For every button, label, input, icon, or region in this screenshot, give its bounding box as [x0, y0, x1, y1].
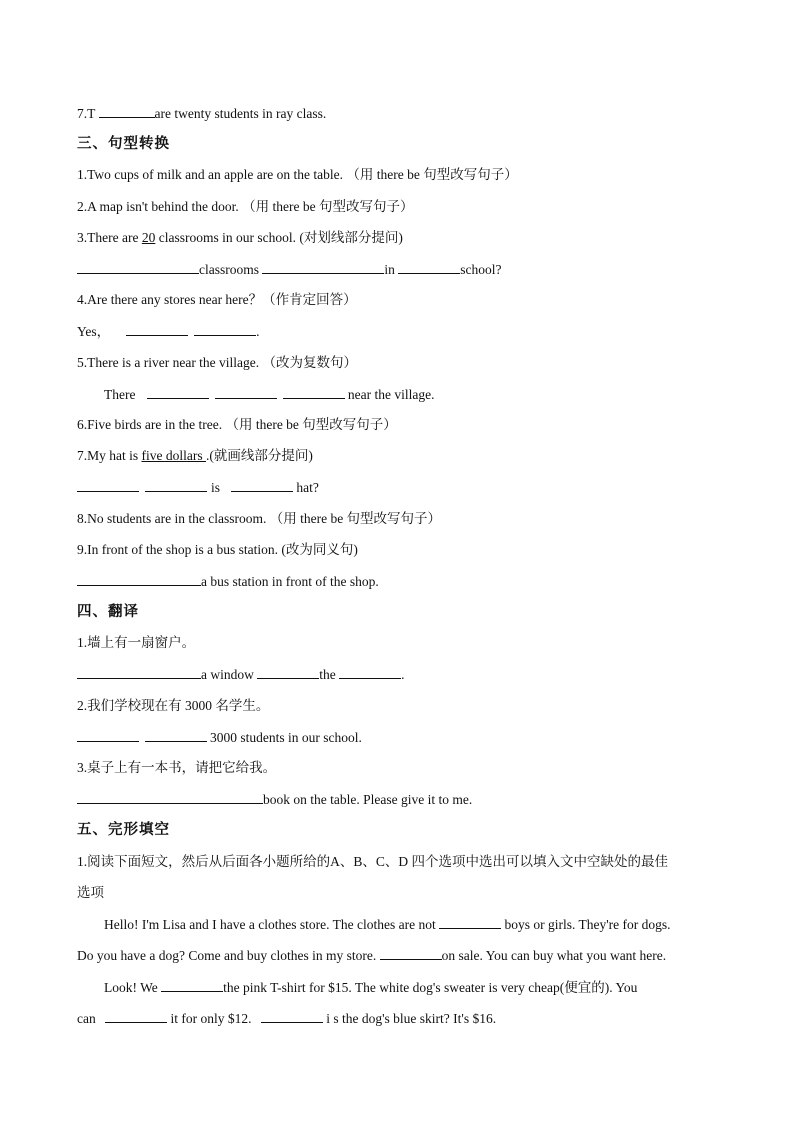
answer-line-4-1: a window the .: [77, 665, 754, 684]
question-4-1: 1.墙上有一扇窗户。: [77, 635, 196, 650]
answer-blank[interactable]: [145, 478, 207, 492]
cloze-instructions-cont: 选项: [77, 885, 104, 900]
question-3-6: 6.Five birds are in the tree. （用 there be 句型改写句子）: [77, 417, 397, 432]
underlined-number: 20: [141, 230, 156, 245]
answer-blank[interactable]: [147, 385, 209, 399]
question-4-3: 3.桌子上有一本书，请把它给我。: [77, 760, 277, 775]
answer-blank[interactable]: [380, 946, 442, 960]
cloze-paragraph-line: can it for only $12. i s the dog's blue skirt? It's $16.: [77, 1011, 497, 1026]
question-3-9: 9.In front of the shop is a bus station. (改为同义句): [77, 542, 358, 557]
underlined-phrase: five dollars: [141, 448, 206, 463]
section-heading-sentence-transform: 三、句型转换: [77, 136, 170, 152]
question-3-4: 4.Are there any stores near here？（作肯定回答）: [77, 292, 357, 307]
answer-line-3-5: There near the village.: [104, 387, 435, 402]
answer-blank[interactable]: [77, 572, 201, 586]
question-3-8: 8.No students are in the classroom. （用 there be 句型改写句子）: [77, 511, 442, 526]
answer-line-3-3: classrooms in school?: [77, 260, 754, 279]
question-4-2: 2.我们学校现在有 3000 名学生。: [77, 698, 270, 713]
answer-blank[interactable]: [398, 260, 460, 274]
answer-blank[interactable]: [262, 260, 384, 274]
answer-line-3-4: Yes， .: [77, 324, 260, 339]
answer-blank[interactable]: [283, 385, 345, 399]
answer-blank[interactable]: [257, 665, 319, 679]
exercise-line-q7-prev: 7.T are twenty students in ray class.: [77, 106, 327, 121]
answer-blank[interactable]: [77, 728, 139, 742]
answer-blank[interactable]: [77, 665, 201, 679]
answer-blank[interactable]: [126, 322, 188, 336]
answer-blank[interactable]: [339, 665, 401, 679]
answer-blank[interactable]: [105, 1009, 167, 1023]
question-3-7: 7.My hat is five dollars .(就画线部分提问): [77, 448, 313, 463]
question-3-3: 3.There are 20 classrooms in our school. (对划线部分提问): [77, 230, 403, 245]
section-heading-translation: 四、翻译: [77, 604, 139, 620]
answer-blank[interactable]: [439, 915, 501, 929]
answer-line-3-9: a bus station in front of the shop.: [77, 572, 754, 591]
question-3-2: 2.A map isn't behind the door. （用 there be 句型改写句子）: [77, 199, 414, 214]
answer-line-4-3: book on the table. Please give it to me.: [77, 790, 754, 809]
cloze-instructions: 1.阅读下面短文，然后从后面各小题所给的A、B、C、D 四个选项中选出可以填入文中空缺处的最佳: [77, 854, 669, 869]
answer-line-3-7: is hat?: [77, 478, 754, 497]
section-heading-cloze: 五、完形填空: [77, 822, 170, 838]
cloze-paragraph-line: Do you have a dog? Come and buy clothes in my store. on sale. You can buy what you want here.: [77, 948, 667, 963]
answer-blank[interactable]: [77, 478, 139, 492]
answer-blank[interactable]: [99, 104, 155, 118]
answer-blank[interactable]: [194, 322, 256, 336]
answer-blank[interactable]: [161, 978, 223, 992]
question-3-1: 1.Two cups of milk and an apple are on the table. （用 there be 句型改写句子）: [77, 167, 518, 182]
answer-blank[interactable]: [261, 1009, 323, 1023]
answer-blank[interactable]: [215, 385, 277, 399]
cloze-paragraph-line: Look! We the pink T-shirt for $15. The white dog's sweater is very cheap(便宜的). You: [104, 980, 638, 995]
cloze-paragraph-line: Hello! I'm Lisa and I have a clothes store. The clothes are not boys or girls. They're for dogs.: [104, 917, 671, 932]
answer-blank[interactable]: [77, 260, 199, 274]
question-3-5: 5.There is a river near the village. （改为复数句）: [77, 355, 358, 370]
answer-line-4-2: 3000 students in our school.: [77, 728, 754, 747]
answer-blank[interactable]: [231, 478, 293, 492]
answer-blank[interactable]: [77, 790, 263, 804]
answer-blank[interactable]: [145, 728, 207, 742]
